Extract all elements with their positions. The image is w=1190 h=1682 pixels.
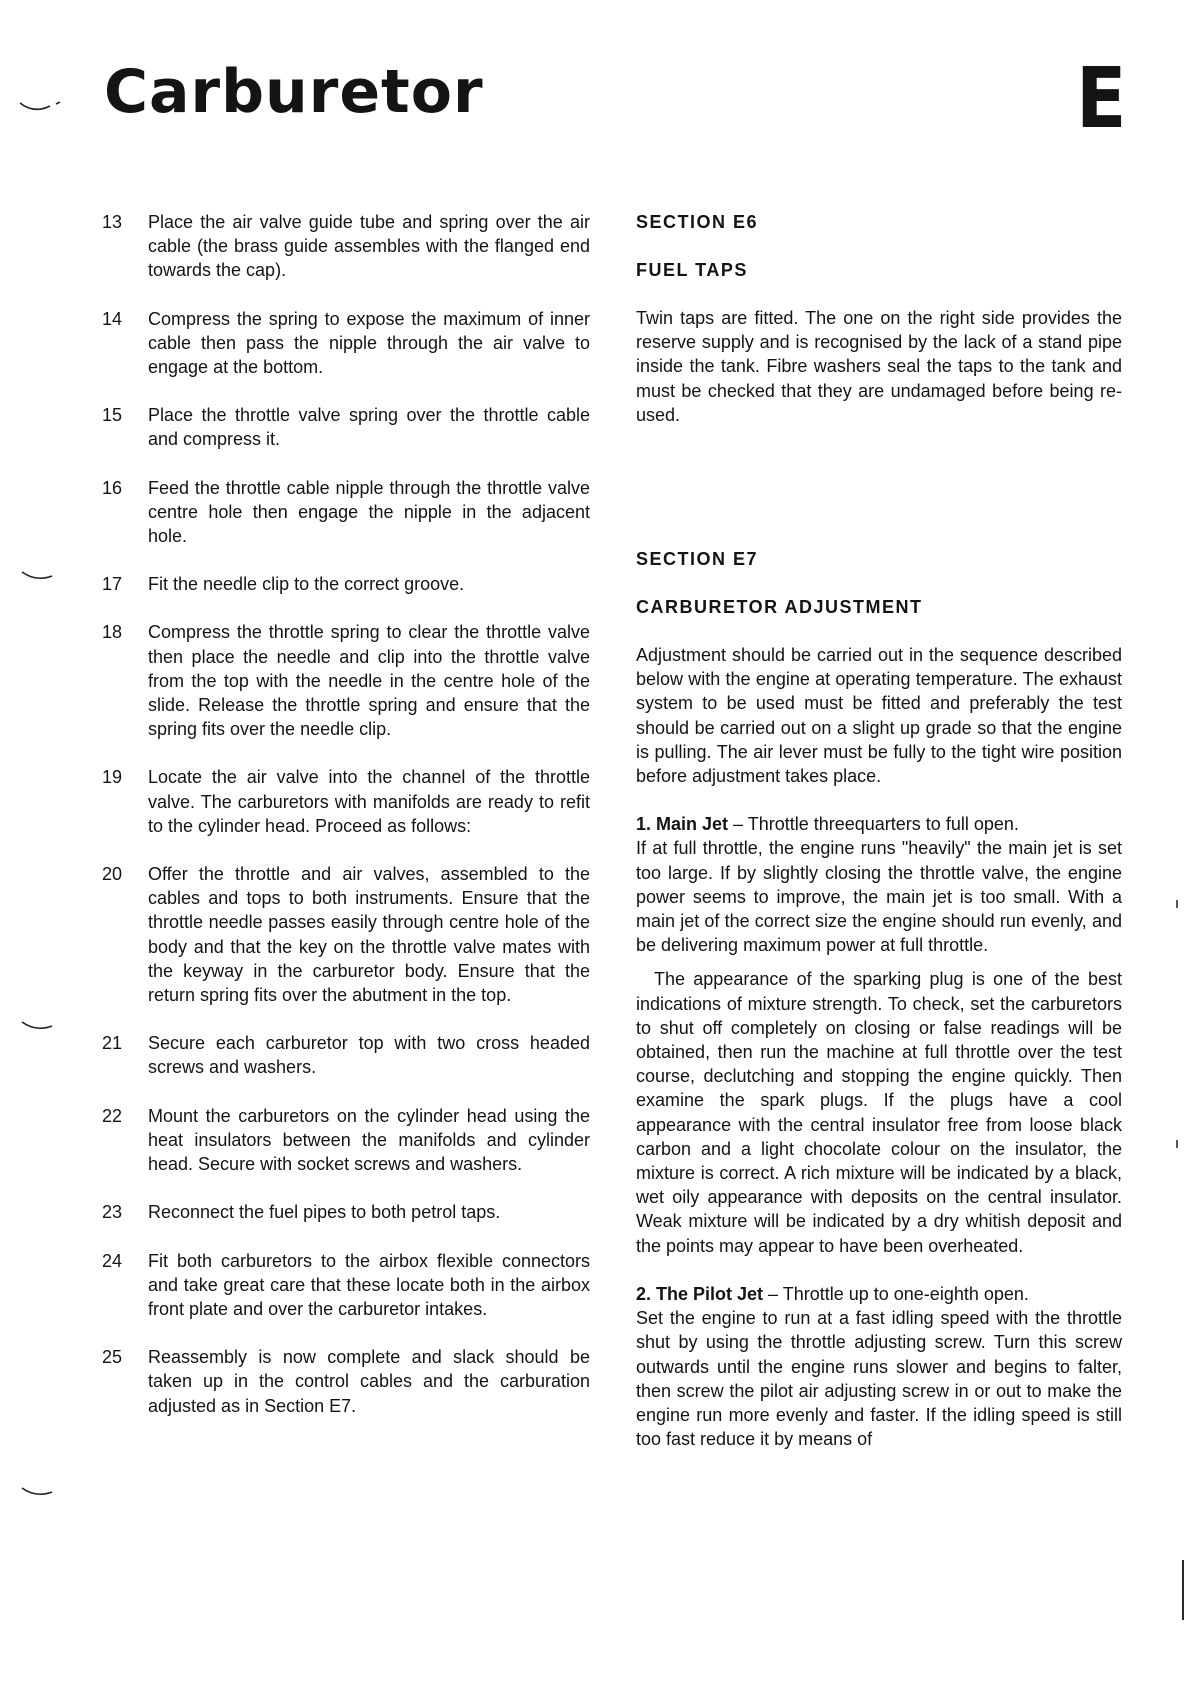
step-item	[102, 1345, 590, 1418]
step-number: 14	[102, 308, 123, 329]
step-text: Offer the throttle and air valves, assembled to the cables and tops to both instruments. Ensure that the throttle needle passes easily through centre hole of the body and that the key on the throttle valve mates with the keyway in the carburetor body. Ensure that the return spring fits over the abutment in the top.	[148, 864, 590, 1006]
main-jet-subsection	[636, 812, 1122, 836]
left-column	[102, 210, 590, 1442]
scan-speck	[1176, 1140, 1178, 1148]
section-spacer	[636, 451, 1122, 547]
step-text: Reassembly is now complete and slack should be taken up in the control cables and the carburation adjusted as in Section E7.	[148, 1347, 590, 1416]
step-number: 16	[102, 477, 123, 498]
step-number: 20	[102, 864, 123, 885]
step-text: Secure each carburetor top with two cross headed screws and washers.	[148, 1033, 590, 1078]
main-jet-heading: 1. Main Jet	[636, 814, 729, 835]
pilot-jet-subsection	[636, 1282, 1122, 1306]
pilot-jet-heading: 2. The Pilot Jet	[636, 1283, 764, 1304]
section-e7-label: SECTION E7	[636, 549, 759, 570]
step-text: Place the throttle valve spring over the throttle cable and compress it.	[148, 405, 590, 450]
main-jet-lead: – Throttle threequarters to full open.	[728, 814, 1019, 835]
step-text: Feed the throttle cable nipple through the throttle valve centre hole then engage the nipple in the adjacent hole.	[148, 477, 590, 547]
page-title: Carburetor	[104, 57, 484, 127]
right-column	[636, 210, 1122, 1475]
step-item	[102, 765, 590, 838]
scan-edge-line	[1182, 1560, 1184, 1620]
step-text: Fit the needle clip to the correct groove.	[148, 574, 465, 595]
step-number: 25	[102, 1347, 123, 1368]
step-number: 13	[102, 212, 123, 232]
section-e6-label: SECTION E6	[636, 212, 759, 232]
fuel-taps-paragraph: Twin taps are fitted. The one on the right side provides the reserve supply and is recognised by the lack of a stand pipe inside the tank. Fibre washers seal the taps to the tank and must be checked that they are undamaged before being re-used.	[636, 308, 1122, 425]
step-item	[102, 862, 590, 1007]
step-text: Reconnect the fuel pipes to both petrol taps.	[148, 1202, 501, 1223]
step-text: Mount the carburetors on the cylinder head using the heat insulators between the manifolds and cylinder head. Secure with socket screws and washers.	[148, 1105, 590, 1175]
margin-mark	[18, 1486, 54, 1500]
step-number: 15	[102, 405, 123, 426]
step-item	[102, 620, 590, 741]
scan-speck	[1176, 900, 1178, 908]
main-jet-paragraph: If at full throttle, the engine runs "heavily" the main jet is set too large. If by slightly closing the throttle valve, the engine power seems to improve, the main jet is too small. With a main jet of the correct size the engine should run evenly, and be delivering maximum power at full throttle.	[636, 838, 1122, 956]
adjustment-intro-paragraph: Adjustment should be carried out in the sequence described below with the engine at operating temperature. The exhaust system to be used must be fitted and preferably the test should be carried out on a slight up grade so that the engine is pulling. The air lever must be fully to the tight wire position before adjustment takes place.	[636, 645, 1122, 787]
pilot-jet-paragraph: Set the engine to run at a fast idling speed with the throttle shut by using the throttle adjusting screw. Turn this screw outwards until the engine runs slower and begins to falter, then screw the pilot air adjusting screw in or out to make the engine run more evenly and faster. If the idling speed is still too fast reduce it by means of	[636, 1308, 1122, 1450]
step-item	[102, 1249, 590, 1322]
pilot-jet-lead: – Throttle up to one-eighth open.	[763, 1283, 1029, 1304]
section-e7-title: CARBURETOR ADJUSTMENT	[636, 597, 923, 618]
step-number: 17	[102, 574, 123, 595]
spark-plug-paragraph: The appearance of the sparking plug is one of the best indications of mixture strength. To check, set the carburetors to shut off completely on closing or false readings will be obtained, then run the machine at full throttle over the test course, declutching and stopping the engine quickly. Then examine the spark plugs. If the plugs have a cool appearance with the central insulator free from loose black carbon and a light chocolate colour on the insulator, the mixture is correct. A rich mixture will be indicated by a black, wet oily appearance with deposits on the central insulator. Weak mixture will be indicated by a dry whitish deposit and the points may appear to have been overheated.	[636, 969, 1122, 1256]
step-item	[102, 476, 590, 549]
margin-mark	[18, 1020, 54, 1034]
step-item	[102, 572, 590, 596]
step-text: Compress the spring to expose the maximum of inner cable then pass the nipple through the air valve to engage at the bottom.	[148, 308, 590, 378]
margin-mark	[18, 100, 54, 114]
step-item	[102, 1104, 590, 1177]
step-number: 24	[102, 1250, 123, 1271]
step-text: Fit both carburetors to the airbox flexible connectors and take great care that these locate both in the airbox front plate and over the carburetor intakes.	[148, 1250, 590, 1319]
margin-mark	[18, 570, 54, 584]
step-item	[102, 1031, 590, 1079]
step-text: Compress the throttle spring to clear the throttle valve then place the needle and clip into the throttle valve from the top with the needle in the centre hole of the slide. Release the throttle spring and ensure that the spring fits over the needle clip.	[148, 622, 590, 740]
section-letter: E	[1076, 49, 1127, 147]
step-item	[102, 307, 590, 380]
step-number: 23	[102, 1202, 123, 1223]
step-item	[102, 1200, 590, 1224]
section-e6-title: FUEL TAPS	[636, 260, 748, 280]
step-number: 21	[102, 1033, 123, 1054]
step-text: Place the air valve guide tube and spring over the air cable (the brass guide assembles with the flanged end towards the cap).	[148, 212, 590, 281]
step-number: 19	[102, 767, 123, 788]
step-number: 18	[102, 622, 123, 643]
step-text: Locate the air valve into the channel of the throttle valve. The carburetors with manifolds are ready to refit to the cylinder head. Proceed as follows:	[148, 767, 590, 836]
step-item	[102, 403, 590, 451]
step-number: 22	[102, 1105, 123, 1126]
step-item	[102, 210, 590, 283]
